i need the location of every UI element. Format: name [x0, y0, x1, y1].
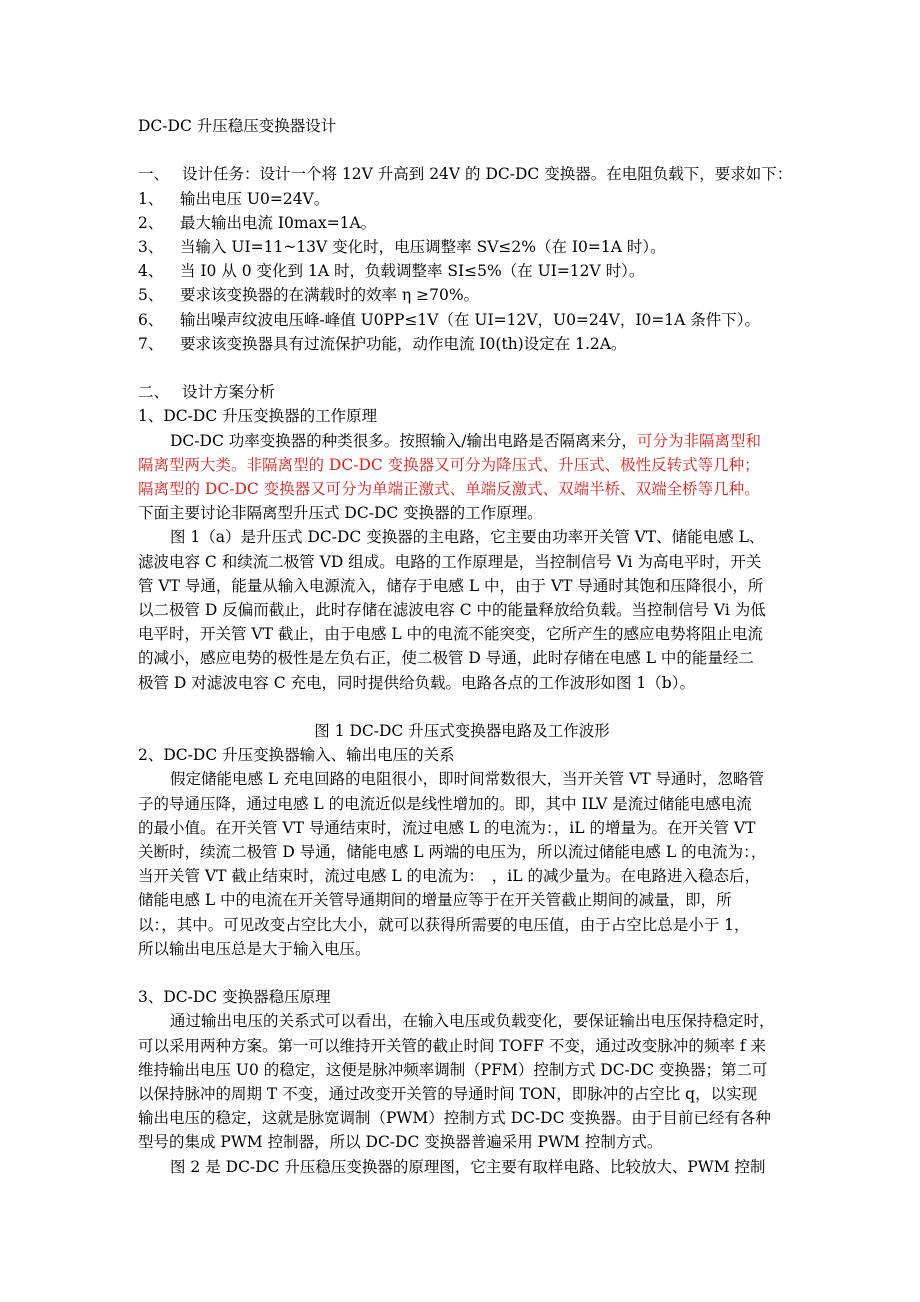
- paragraph-line: 假定储能电感 L 充电回路的电阻很小，即时间常数很大，当开关管 VT 导通时，忽略管: [170, 770, 765, 789]
- paragraph-line: 滤波电容 C 和续流二极管 VD 组成。电路的工作原理是，当控制信号 Vi 为高电平时，开关: [138, 552, 762, 571]
- section2-text: 设计方案分析: [182, 383, 276, 402]
- highlighted-text: 可分为非隔离型和: [636, 431, 761, 450]
- figure-caption: 图 1 DC-DC 升压式变换器电路及工作波形: [314, 722, 610, 741]
- subsection3-heading: 3、DC-DC 变换器稳压原理: [138, 988, 331, 1007]
- list-item-text: 输出电压 U0=24V。: [180, 189, 330, 208]
- list-item: [138, 211, 786, 235]
- paragraph-line: 的减小，感应电势的极性是左负右正，使二极管 D 导通，此时存储在电感 L 中的能量经二: [138, 649, 754, 668]
- paragraph-text: DC-DC 功率变换器的种类很多。按照输入/输出电路是否隔离来分，: [170, 431, 637, 450]
- list-item-number: 6、: [138, 310, 164, 329]
- spacer: [138, 961, 786, 985]
- paragraph-line: 图 1（a）是升压式 DC-DC 变换器的主电路，它主要由功率开关管 VT、储能电感 L、: [170, 528, 765, 547]
- highlighted-text: 隔离型的 DC-DC 变换器又可分为单端正激式、单端反激式、双端半桥、双端全桥等几种。: [138, 480, 760, 499]
- list-item-text: 当 I0 从 0 变化到 1A 时，负载调整率 SI≤5%（在 UI=12V 时）。: [180, 262, 645, 281]
- paragraph-line: 维持输出电压 U0 的稳定，这便是脉冲频率调制（PFM）控制方式 DC-DC 变换器；第二可: [138, 1060, 768, 1079]
- list-item-text: 输出噪声纹波电压峰-峰值 U0PP≤1V（在 UI=12V，U0=24V，I0=1A 条件下）。: [180, 310, 761, 329]
- list-item: [138, 308, 786, 332]
- list-item-number: 4、: [138, 262, 164, 281]
- highlighted-text: 隔离型两大类。非隔离型的 DC-DC 变换器又可分为降压式、升压式、极性反转式等几种；: [138, 455, 760, 474]
- section2-number: 二、: [138, 383, 170, 402]
- document-title: DC-DC 升压稳压变换器设计: [138, 117, 337, 135]
- list-item-text: 当输入 UI=11~13V 变化时，电压调整率 SV≤2%（在 I0=1A 时）。: [180, 238, 666, 256]
- paragraph-line: 极管 D 对滤波电容 C 充电，同时提供给负载。电路各点的工作波形如图 1（b）。: [138, 673, 695, 692]
- paragraph-line: 的最小值。在开关管 VT 导通结束时，流过电感 L 的电流为：，iL 的增量为。在开关管 VT: [138, 818, 756, 837]
- spacer: [138, 695, 786, 719]
- paragraph-line: 当开关管 VT 截止结束时，流过电感 L 的电流为： ，iL 的减少量为。在电路进入稳态后，: [138, 867, 760, 886]
- paragraph-line: 下面主要讨论非隔离型升压式 DC-DC 变换器的工作原理。: [138, 504, 543, 523]
- section1-number: 一、: [138, 165, 170, 184]
- list-item: [138, 187, 786, 211]
- paragraph-line: 通过输出电压的关系式可以看出，在输入电压或负载变化，要保证输出电压保持稳定时，: [170, 1012, 775, 1031]
- list-item-number: 2、: [138, 213, 164, 232]
- section1-heading: [138, 162, 793, 186]
- section1-text: 设计任务：设计一个将 12V 升高到 24V 的 DC-DC 变换器。在电阻负载下，要求如下：: [182, 165, 793, 184]
- list-item-number: 5、: [138, 286, 164, 305]
- list-item-text: 要求该变换器具有过流保护功能，动作电流 I0(th)设定在 1.2A。: [180, 334, 627, 353]
- spacer: [138, 138, 786, 162]
- paragraph-line: 输出电压的稳定，这就是脉宽调制（PWM）控制方式 DC-DC 变换器。由于目前已经有各种: [138, 1109, 771, 1128]
- paragraph-line: 关断时，续流二极管 D 导通，储能电感 L 两端的电压为，所以流过储能电感 L 的电流为：，: [138, 843, 767, 862]
- list-item: [138, 259, 786, 283]
- list-item: [138, 332, 786, 356]
- paragraph-line: 管 VT 导通，能量从输入电源流入，储存于电感 L 中，由于 VT 导通时其饱和压降很小，所: [138, 576, 764, 595]
- paragraph-line: 型号的集成 PWM 控制器，所以 DC-DC 变换器普遍采用 PWM 控制方式。: [138, 1133, 663, 1152]
- section2-heading: [138, 380, 786, 404]
- paragraph-line: 以二极管 D 反偏而截止，此时存储在滤波电容 C 中的能量释放给负载。当控制信号 Vi 为低: [138, 601, 766, 620]
- paragraph-line: 电平时，开关管 VT 截止，由于电感 L 中的电流不能突变，它所产生的感应电势将阻止电流: [138, 625, 764, 644]
- paragraph-line: 储能电感 L 中的电流在开关管导通期间的增量应等于在开关管截止期间的减量，即，所: [138, 891, 732, 910]
- paragraph-line: 以保持脉冲的周期 T 不变，通过改变开关管的导通时间 TON，即脉冲的占空比 q，以实现: [138, 1085, 758, 1104]
- spacer: [138, 356, 786, 380]
- list-item-number: 1、: [138, 189, 164, 208]
- paragraph-line: 子的导通压降，通过电感 L 的电流近似是线性增加的。即，其中 ILV 是流过储能电感电流: [138, 794, 752, 813]
- list-item-number: 3、: [138, 238, 164, 256]
- list-item-text: 要求该变换器的在满载时的效率 η ≥70%。: [180, 286, 480, 305]
- subsection1-heading: 1、DC-DC 升压变换器的工作原理: [138, 407, 378, 426]
- paragraph-line: 图 2 是 DC-DC 升压稳压变换器的原理图，它主要有取样电路、比较放大、PWM 控制: [170, 1157, 766, 1176]
- list-item: [138, 235, 786, 259]
- subsection2-heading: 2、DC-DC 升压变换器输入、输出电压的关系: [138, 746, 455, 765]
- list-item: [138, 283, 786, 307]
- paragraph-line: 以：，其中。可见改变占空比大小，就可以获得所需要的电压值，由于占空比总是小于 1，: [138, 915, 750, 934]
- paragraph-line: 可以采用两种方案。第一可以维持开关管的截止时间 TOFF 不变，通过改变脉冲的频率 f 来: [138, 1036, 767, 1055]
- paragraph-line: [138, 429, 786, 453]
- paragraph-line: 所以输出电压总是大于输入电压。: [138, 939, 371, 958]
- list-item-text: 最大输出电流 I0max=1A。: [180, 213, 377, 232]
- document-page: [138, 114, 793, 1179]
- list-item-number: 7、: [138, 334, 164, 353]
